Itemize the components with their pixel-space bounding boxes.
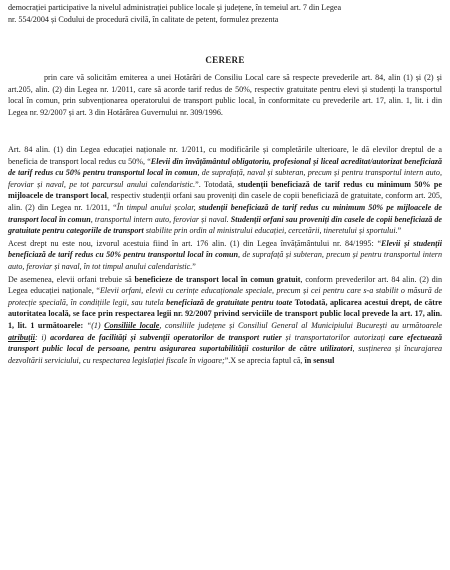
text-span: , transportul intern auto, feroviar și naval.: [90, 214, 231, 224]
paragraph-orphans: [8, 274, 442, 367]
intro-paragraph: prin care vă solicităm emiterea a unei Hotărâri de Consiliu Local care să respecte prevederile art. 84, alin (1) și (2) și art.205, alin. (2) din Legea nr. 1/2011, care să acorde tarif redus de 50%, respectiv gratuitate pentru elevi și studenți la transportul local în comun, prin subvenționarea operatorului de transport public local, în conformitate cu prevederile art. 17, alin. 1, lit. i din Legea nr. 92/2007 și art. 3 din Hotărârea Guvernului nr. 309/1996.: [8, 73, 442, 117]
text-span: , consiliile județene și Consiliul General al Municipiului București au următoarele: [159, 320, 442, 330]
text-span: În timpul anului școlar,: [116, 202, 199, 212]
text-span: Studenții orfani sau proveniți din casele de copii beneficiază de gratuitate pentru categoriile de transport: [8, 214, 443, 236]
header-line-1: democrației participative la nivelul administrației publice locale și județene, în temeiul art. 7 din Legea: [8, 3, 342, 12]
text-span: : i): [35, 332, 51, 342]
document-title: CERERE: [205, 55, 245, 65]
text-span: Elevii și studenții beneficiază de tarif redus cu 50% pentru transportul local în comun: [8, 238, 442, 260]
header-text: [8, 2, 440, 25]
text-span: Elevii orfani, elevii cu cerințe educaționale speciale, precum și cei pentru care s-a stabilit o măsură de protecție specială, în condițiile legii, sau tutela: [8, 286, 442, 307]
paragraph-law-84-1995: [8, 238, 442, 273]
text-span: beneficiază de gratuitate pentru toate: [166, 297, 293, 307]
text-span: studenții beneficiază de tarif redus cu minimum 50% pe mijloacele de transport local în comun: [8, 202, 442, 224]
text-span: Consiliile locale: [104, 320, 160, 330]
text-span: , de suprafață și subteran, precum și pentru transportul intern auto, feroviar și naval, în tot timpul anului calendaristic.: [8, 250, 442, 271]
document-body: [8, 144, 442, 367]
text-span: Acest drept nu este nou, izvorul acestuia fiind în art. 176 alin. (1) din Legea învățământului nr. 84/1995: “: [8, 238, 382, 248]
text-span: acordarea de facilități și subvenții operatorilor de transport rutier: [50, 332, 282, 342]
text-span: Elevii din învățământul obligatoriu, profesional și liceal acreditat/autorizat: [150, 156, 403, 166]
text-span: ”.X se aprecia faptul că,: [224, 355, 305, 365]
text-span: și transportatorilor autorizați: [281, 332, 389, 342]
paragraph-art-84: [8, 144, 442, 237]
text-span: ”: [397, 226, 402, 236]
header-line-2: nr. 554/2004 și Codului de procedură civilă, în calitate de petent, formulez prezenta: [8, 14, 279, 24]
text-span: ”. Totodată,: [195, 179, 238, 189]
text-span: ”: [192, 261, 196, 271]
text-span: Totodată, aplicarea acestui drept, de către autoritatea locală, se face prin respectarea legii nr. 92/2007 privind serviciile de transport public local prevede la art. 17, alin. 1, lit. 1: [8, 297, 442, 330]
text-span: Art. 84 alin. (1) din Legea educației naționale nr. 1/2011, cu modificările și completările ulterioare, le dă elevilor dreptul de a beneficia de transport local redus cu 50%, “: [8, 145, 442, 166]
text-span: beneficiază de tarif redus cu 50% pentru transportul local în comun: [8, 156, 442, 178]
text-span: care efectuează transport public local de persoane, pentru asigurarea suportabilității costurilor de către utilizatori: [8, 332, 443, 354]
text-span: în sensul: [304, 355, 335, 365]
text-span: stabilite prin ordin al ministrului educației, cercetării, tineretului și sportului.: [143, 226, 398, 236]
text-span: De asemenea, elevii orfani trebuie să: [8, 274, 135, 284]
text-span: , susținerea și încurajarea dezvoltării serviciului, cu respectarea legislației fiscale în vigoare;: [8, 344, 442, 365]
text-span: beneficieze de transport local în comun gratuit: [134, 274, 301, 284]
text-span: , conform prevederilor art. 84 alin. (2) din Legea educației naționale, “: [8, 274, 443, 296]
text-span: , de suprafață, naval și subteran, precum și pentru transportul intern auto, feroviar și naval, pe tot parcursul anului calendaristic.: [8, 168, 442, 189]
text-span: studenții beneficiază de tarif redus cu minimum 50% pe mijloacele de transport local: [8, 179, 442, 201]
text-span: următoarele:: [34, 320, 87, 330]
text-span: , respectiv studenții orfani sau proveniți din casele de copii beneficiază de gratuitate, conform art. 205, alin. (2) din Legea nr. 1/2011, “: [8, 191, 442, 212]
text-span: atribuții: [8, 332, 35, 342]
text-span: “(1): [86, 320, 105, 330]
